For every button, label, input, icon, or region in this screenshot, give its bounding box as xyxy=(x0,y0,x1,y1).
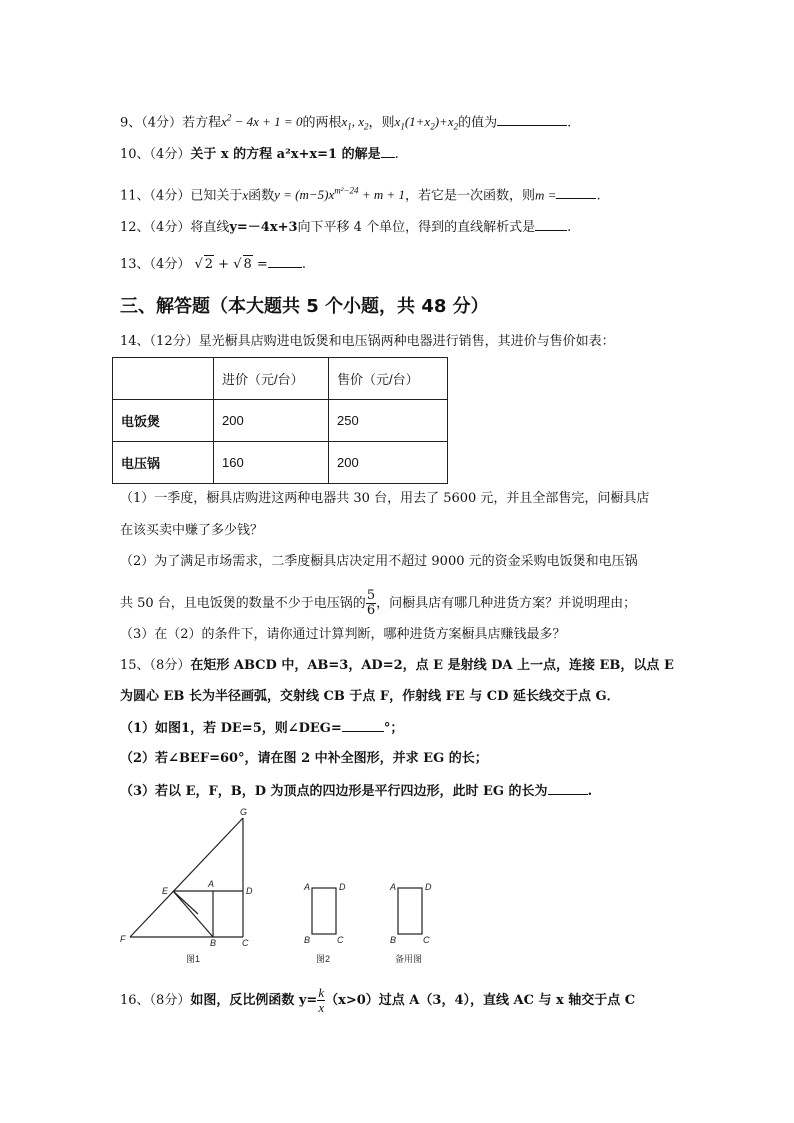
table-row xyxy=(113,442,448,484)
label-g: G xyxy=(240,807,248,817)
function-math: $y = (m-5)x^{m^2-24} + m + 1$ xyxy=(274,186,405,203)
price-table xyxy=(112,357,448,484)
label-a: A xyxy=(390,882,397,892)
label-c: C xyxy=(423,935,430,945)
answer-blank[interactable] xyxy=(497,113,567,126)
figure-3-caption: 备用图 xyxy=(395,954,423,964)
answer-blank[interactable] xyxy=(381,145,395,158)
question-14-part2a: （2）为了满足市场需求，二季度橱具店决定用不超过 9000 元的资金采购电饭煲和电压锅 xyxy=(120,554,638,569)
question-9: 9、（4分）若方程$x^2 - 4x + 1 = 0$的两根$x_1$, $x_2$，则$x_1(1+x_2)+x_2$的值为 . xyxy=(120,113,572,132)
radical-math: √ 2 + √ 8 = xyxy=(194,257,268,272)
question-14-part2b: 共 50 台，且电饭煲的数量不少于电压锅的 $\frac{5}{6}$ ，问橱具店有哪几种进货方案？并说明理由； xyxy=(120,588,637,618)
figure-2-caption: 图2 xyxy=(316,954,331,964)
answer-blank[interactable] xyxy=(268,255,302,268)
table-cell: 电饭煲 xyxy=(113,400,214,442)
table-cell: 售价（元/台） xyxy=(329,358,448,400)
table-cell: 200 xyxy=(329,442,448,484)
answer-blank[interactable] xyxy=(556,186,596,199)
label-c: C xyxy=(242,938,249,948)
question-15-line1: 15、（8分）在矩形 ABCD 中，AB=3，AD=2，点 E 是射线 DA 上一点，连接 EB，以点 E xyxy=(120,658,674,673)
question-14-part1b: 在该买卖中赚了多少钱？ xyxy=(120,523,264,538)
equation-math: $x^2 - 4x + 1 = 0$ xyxy=(221,113,303,130)
question-15-part3: （3）若以 E，F，B，D 为顶点的四边形是平行四边形，此时 EG 的长为 . xyxy=(120,784,593,799)
question-16: 16、（8分）如图，反比例函数 y= $\frac{k}{x}$ （x>0）过点 A（3，4），直线 AC 与 x 轴交于点 C xyxy=(120,985,636,1015)
expression-math: $x_1(1+x_2)+x_2$ xyxy=(394,114,459,132)
question-15-part2: （2）若∠BEF=60°，请在图 2 中补全图形，并求 EG 的长； xyxy=(120,751,488,766)
question-11: 11、（4分）已知关于x函数$y = (m-5)x^{m^2-24} + m + 1$，若它是一次函数，则m = . xyxy=(120,186,601,204)
figure-2 xyxy=(312,888,336,934)
label-d: D xyxy=(246,886,253,896)
arc-link xyxy=(173,891,198,914)
answer-blank[interactable] xyxy=(342,719,384,732)
question-14-part1a: （1）一季度，橱具店购进这两种电器共 30 台，用去了 5600 元，并且全部售完，问橱具店 xyxy=(120,491,650,506)
answer-blank[interactable] xyxy=(535,218,567,231)
label-b: B xyxy=(390,935,397,945)
label-b: B xyxy=(210,938,217,948)
table-cell: 电压锅 xyxy=(113,442,214,484)
table-header-row xyxy=(113,358,448,400)
label-a: A xyxy=(304,882,311,892)
question-10: 10、（4分）关于 x 的方程 a²x+x=1 的解是 . xyxy=(120,147,399,162)
figure-1 xyxy=(130,818,243,937)
label-c: C xyxy=(337,935,344,945)
line-fg xyxy=(130,818,243,937)
label-a: A xyxy=(208,879,215,889)
question-14-part3: （3）在（2）的条件下，请你通过计算判断，哪种进货方案橱具店赚钱最多？ xyxy=(120,627,566,642)
label-d: D xyxy=(339,882,346,892)
question-15-part1: （1）如图1，若 DE=5，则∠DEG= °； xyxy=(120,721,404,736)
table-cell: 250 xyxy=(329,400,448,442)
figure-1-caption: 图1 xyxy=(186,954,201,964)
fraction: $\frac{5}{6}$ xyxy=(366,588,376,618)
table-cell: 200 xyxy=(214,400,329,442)
label-f: F xyxy=(120,934,126,944)
question-13: 13、（4分） √ 2 + √ 8 = . xyxy=(120,257,306,272)
label-b: B xyxy=(304,935,311,945)
answer-blank[interactable] xyxy=(548,782,588,795)
label-d: D xyxy=(425,882,432,892)
fraction: $\frac{k}{x}$ xyxy=(318,985,325,1015)
table-cell: 160 xyxy=(214,442,329,484)
section-heading: 三、解答题（本大题共 5 个小题，共 48 分） xyxy=(120,296,489,317)
figure-3 xyxy=(398,888,422,934)
question-12: 12、（4分）将直线y=－4x+3向下平移 4 个单位，得到的直线解析式是 . xyxy=(120,220,572,235)
roots-math: $x_1$, $x_2$ xyxy=(341,114,369,132)
table-cell: 进价（元/台） xyxy=(214,358,329,400)
question-14-intro: 14、（12分）星光橱具店购进电饭煲和电压锅两种电器进行销售，其进价与售价如表： xyxy=(120,334,615,349)
question-15-line2: 为圆心 EB 长为半径画弧，交射线 CB 于点 F，作射线 FE 与 CD 延长线交于点 G． xyxy=(120,689,620,704)
table-cell xyxy=(113,358,214,400)
label-e: E xyxy=(162,886,169,896)
line-eb xyxy=(173,891,213,937)
table-row xyxy=(113,400,448,442)
